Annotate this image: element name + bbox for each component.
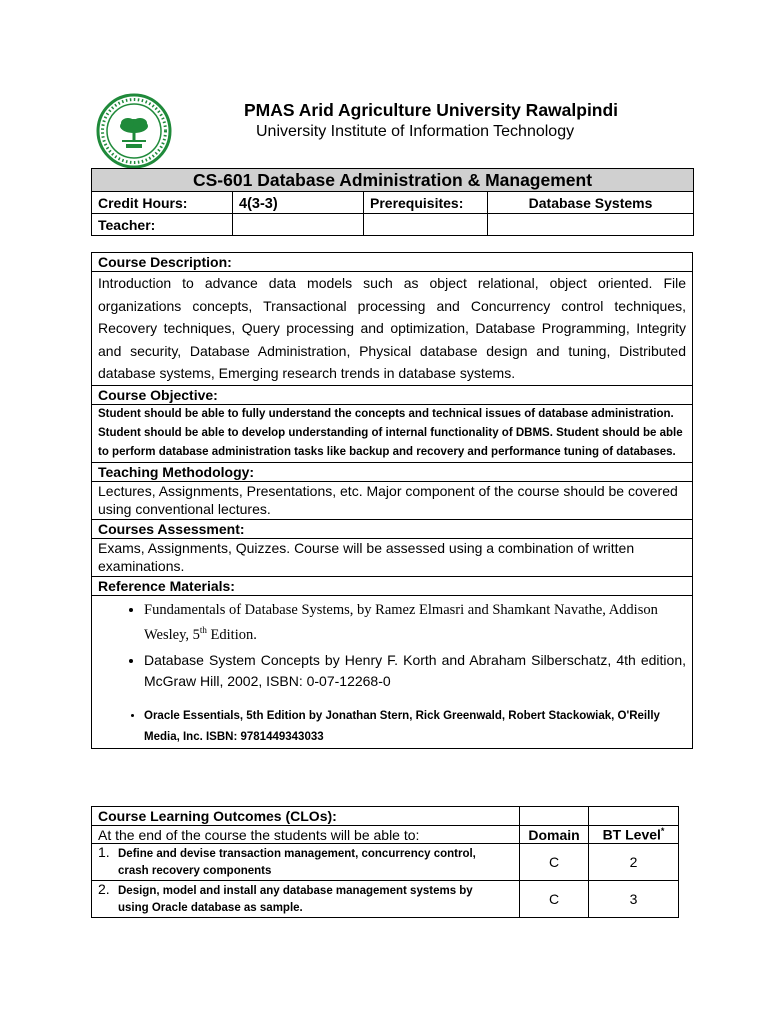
teacher-label: Teacher: — [92, 214, 233, 236]
clo-bt-level: 3 — [589, 881, 679, 918]
clo-heading: Course Learning Outcomes (CLOs): — [92, 807, 520, 826]
empty-cell — [488, 214, 694, 236]
clo-number: 1. — [98, 844, 110, 860]
objective-text: Student should be able to fully understand the concepts and technical issues of database administration. Student should be able to develop understanding of internal functionality of DBMS. Student should be able to perform database administration tasks like backup and recovery and performance tuning of databases. — [92, 404, 693, 462]
clo-table — [91, 806, 679, 918]
clo-number: 2. — [98, 881, 110, 897]
course-title: CS-601 Database Administration & Management — [92, 169, 694, 192]
references-heading: Reference Materials: — [92, 576, 693, 595]
reference-text-end: Edition. — [206, 626, 257, 643]
empty-cell — [520, 807, 589, 826]
assessment-heading: Courses Assessment: — [92, 519, 693, 538]
clo-row — [92, 844, 520, 881]
clo-domain: C — [520, 844, 589, 881]
course-details-table — [91, 252, 693, 749]
bt-level-mark: * — [660, 826, 665, 837]
reference-item: • Oracle Essentials, 5th Edition by Jonathan Stern, Rick Greenwald, Robert Stackowiak, O'Reilly Media, Inc. ISBN: 9781449343033 — [144, 706, 686, 748]
references-list — [98, 600, 686, 749]
credit-hours-label: Credit Hours: — [92, 192, 233, 214]
clo-bt-level: 2 — [589, 844, 679, 881]
university-logo — [96, 93, 172, 169]
prerequisites-label: Prerequisites: — [364, 192, 488, 214]
clo-domain: C — [520, 881, 589, 918]
bt-level-label: BT Level — [602, 826, 661, 843]
clo-row — [92, 881, 520, 918]
description-text: Introduction to advance data models such as object relational, object oriented. File organizations concepts, Transactional processing and Concurrency control techniques, Recovery techniques, Query processing and optimization, Database Programming, Integrity and security, Database Administration, Physical database design and tuning, Distributed database systems, Emerging research trends in database systems. — [92, 272, 693, 386]
reference-sup: th — [199, 624, 207, 635]
empty-cell — [364, 214, 488, 236]
description-heading: Course Description: — [92, 253, 693, 272]
assessment-text: Exams, Assignments, Quizzes. Course will be assessed using a combination of written examinations. — [92, 538, 693, 576]
institute-name: University Institute of Information Technology — [256, 123, 575, 140]
domain-header: Domain — [520, 826, 589, 844]
credit-hours-value: 4(3-3) — [233, 192, 364, 214]
objective-heading: Course Objective: — [92, 385, 693, 404]
reference-item — [144, 600, 686, 645]
references-list-cell — [92, 595, 693, 749]
course-info-table — [91, 168, 694, 236]
methodology-text: Lectures, Assignments, Presentations, etc. Major component of the course should be covered using conventional lectures. — [92, 481, 693, 519]
reference-text: Fundamentals of Database Systems, by Ramez Elmasri and Shamkant Navathe, Addison Wesley, 5 — [144, 601, 658, 643]
empty-cell — [589, 807, 679, 826]
bt-level-header — [589, 826, 679, 844]
prerequisites-value: Database Systems — [488, 192, 694, 214]
university-name: PMAS Arid Agriculture University Rawalpindi — [244, 100, 619, 120]
clo-text: Design, model and install any database management systems by using Oracle database as sample. — [118, 885, 473, 914]
clo-intro: At the end of the course the students will be able to: — [92, 826, 520, 844]
methodology-heading: Teaching Methodology: — [92, 462, 693, 481]
clo-text: Define and devise transaction management, concurrency control, crash recovery components — [118, 848, 476, 877]
teacher-value — [233, 214, 364, 236]
reference-item: • Database System Concepts by Henry F. Korth and Abraham Silberschatz, 4th edition, McGraw Hill, 2002, ISBN: 0-07-12268-0 — [144, 650, 686, 692]
